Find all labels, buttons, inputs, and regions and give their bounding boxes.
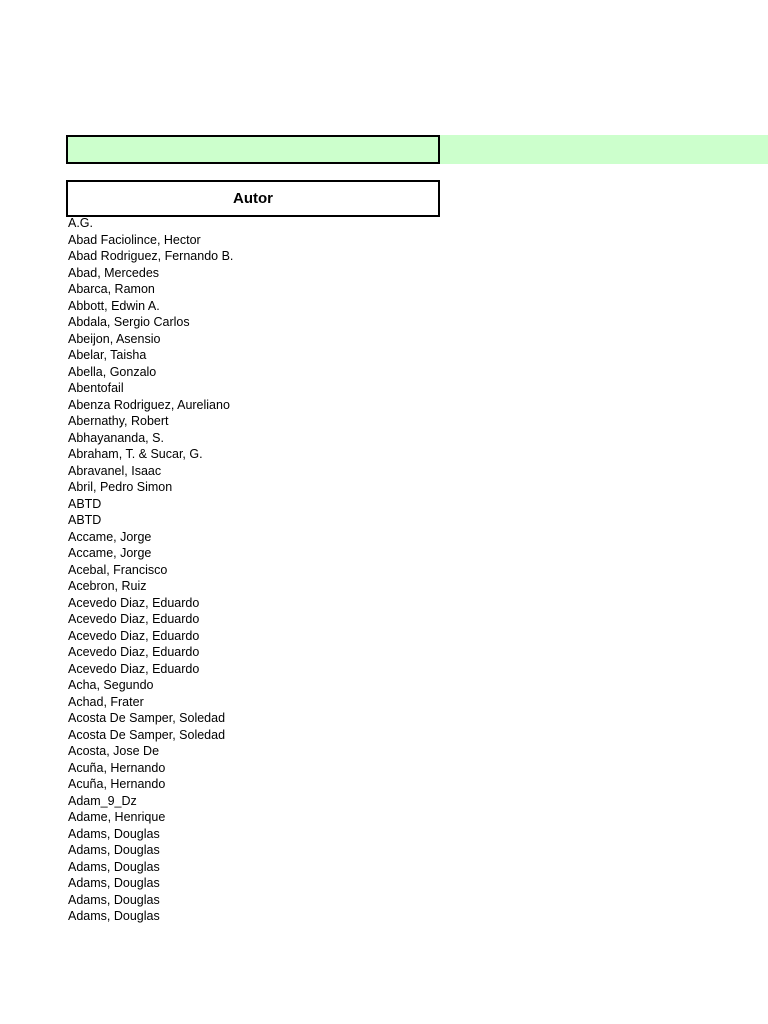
author-row: Abad Faciolince, Hector	[68, 232, 201, 247]
author-row: Adams, Douglas	[68, 826, 160, 841]
author-row: Acebal, Francisco	[68, 562, 168, 577]
author-row: Acosta De Samper, Soledad	[68, 727, 226, 742]
author-row: Acuña, Hernando	[68, 777, 166, 791]
author-row: Adams, Douglas	[68, 909, 160, 923]
author-row: Adam_9_Dz	[68, 793, 137, 808]
author-row: Abarca, Ramon	[68, 282, 155, 296]
author-row: Acuña, Hernando	[68, 760, 166, 775]
author-row: Abentofail	[68, 381, 124, 395]
author-row: Abravanel, Isaac	[68, 463, 162, 478]
author-row: Acevedo Diaz, Eduardo	[68, 628, 200, 643]
author-row: Acosta De Samper, Soledad	[68, 711, 226, 725]
author-row: Adame, Henrique	[68, 810, 166, 824]
author-row: Abad, Mercedes	[68, 265, 160, 280]
author-row: Accame, Jorge	[68, 529, 152, 544]
author-row: Acevedo Diaz, Eduardo	[68, 661, 200, 676]
author-row: Accame, Jorge	[68, 546, 152, 560]
author-row: Abbott, Edwin A.	[68, 298, 160, 313]
author-row: Adams, Douglas	[68, 876, 160, 890]
author-row: Acevedo Diaz, Eduardo	[68, 645, 200, 659]
author-row: Adams, Douglas	[68, 843, 160, 857]
author-row: Abernathy, Robert	[68, 414, 169, 428]
title-cell	[66, 135, 440, 164]
author-row: Achad, Frater	[68, 694, 144, 709]
author-row: Abraham, T. & Sucar, G.	[68, 447, 203, 461]
column-header-label: Autor	[233, 190, 273, 207]
author-row: Abenza Rodriguez, Aureliano	[68, 397, 230, 412]
author-row: Abril, Pedro Simon	[68, 480, 173, 494]
column-header-autor	[66, 180, 440, 217]
author-row: Acebron, Ruiz	[68, 579, 147, 593]
author-row: A.G.	[68, 216, 94, 230]
author-row: Abad Rodriguez, Fernando B.	[68, 249, 234, 263]
author-row: Abhayananda, S.	[68, 430, 164, 445]
author-row: Abella, Gonzalo	[68, 364, 157, 379]
author-row: ABTD	[68, 496, 102, 511]
author-row: Abeijon, Asensio	[68, 331, 161, 346]
author-row: Acha, Segundo	[68, 678, 154, 692]
author-row: Adams, Douglas	[68, 859, 160, 874]
author-row: Adams, Douglas	[68, 892, 160, 907]
author-row: ABTD	[68, 513, 102, 527]
author-row: Acosta, Jose De	[68, 744, 160, 758]
author-list	[68, 215, 438, 925]
author-row: Acevedo Diaz, Eduardo	[68, 612, 200, 626]
author-row: Abelar, Taisha	[68, 348, 147, 362]
author-row: Abdala, Sergio Carlos	[68, 315, 190, 329]
author-row: Acevedo Diaz, Eduardo	[68, 595, 200, 610]
